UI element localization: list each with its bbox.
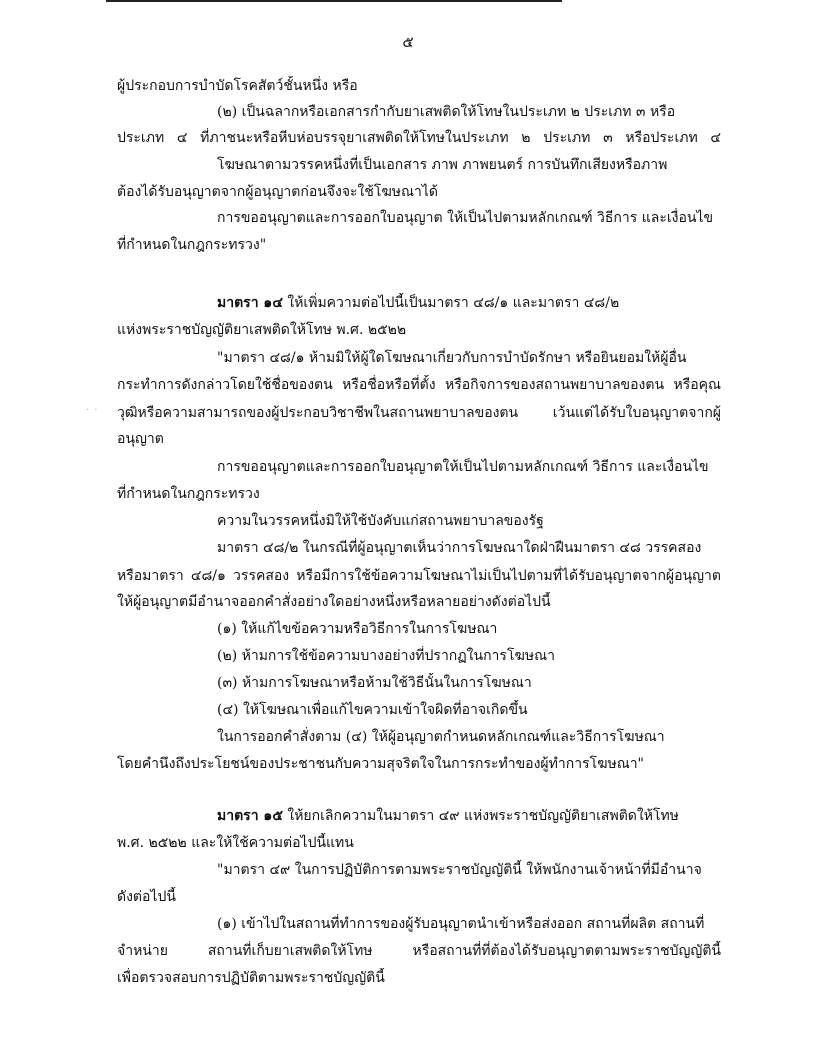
- text-line: การขออนุญาตและการออกใบอนุญาต ให้เป็นไปตามหลักเกณฑ์ วิธีการ และเงื่อนไข: [217, 210, 714, 226]
- list-item: (๓) ห้ามการโฆษณาหรือห้ามใช้วิธีนั้นในการโฆษณา: [217, 675, 532, 691]
- text-line: ที่กำหนดในกฎกระทรวง: [117, 486, 260, 502]
- section-text: ให้เพิ่มความต่อไปนี้เป็นมาตรา ๔๘/๑ และมาตรา ๔๘/๒: [282, 295, 620, 311]
- section-text: ให้ยกเลิกความในมาตรา ๔๙ แห่งพระราชบัญญัติยาเสพติดให้โทษ: [282, 808, 679, 824]
- text-line: โฆษณาตามวรรคหนึ่งที่เป็นเอกสาร ภาพ ภาพยนตร์ การบันทึกเสียงหรือภาพ: [217, 157, 668, 173]
- text-line: พ.ศ. ๒๕๒๒ และให้ใช้ความต่อไปนี้แทน: [117, 835, 354, 851]
- list-item: (๔) ให้โฆษณาเพื่อแก้ไขความเข้าใจผิดที่อาจเกิดขึ้น: [217, 702, 528, 718]
- text-line: เพื่อตรวจสอบการปฏิบัติตามพระราชบัญญัตินี้: [117, 970, 385, 986]
- text-line: อนุญาต: [117, 431, 164, 447]
- page-number: ๕: [402, 33, 414, 51]
- text-line: กระทำการดังกล่าวโดยใช้ชื่อของตน หรือชื่อหรือที่ตั้ง หรือกิจการของสถานพยาบาลของตน หรือคุณ: [117, 377, 721, 393]
- section-number: มาตรา ๑๕: [217, 808, 283, 824]
- text-line: ที่กำหนดในกฎกระทรวง": [117, 237, 267, 253]
- section-number: มาตรา ๑๔: [217, 295, 283, 311]
- text-line: ความในวรรคหนึ่งมิให้ใช้บังคับแก่สถานพยาบาลของรัฐ: [217, 513, 544, 529]
- text-line: หรือมาตรา ๔๘/๑ วรรคสอง หรือมีการใช้ข้อความโฆษณาไม่เป็นไปตามที่ได้รับอนุญาตจากผู้อนุญาต: [117, 568, 721, 584]
- list-item: (๑) เข้าไปในสถานที่ทำการของผู้รับอนุญาตนำเข้าหรือส่งออก สถานที่ผลิต สถานที่: [217, 916, 705, 932]
- text-line: แห่งพระราชบัญญัติยาเสพติดให้โทษ พ.ศ. ๒๕๒๒: [117, 322, 407, 338]
- text-line: จำหน่าย สถานที่เก็บยาเสพติดให้โทษ หรือสถานที่ที่ต้องได้รับอนุญาตตามพระราชบัญญัตินี้: [117, 943, 721, 959]
- text-line: การขออนุญาตและการออกใบอนุญาตให้เป็นไปตามหลักเกณฑ์ วิธีการ และเงื่อนไข: [217, 459, 709, 475]
- top-border-line: [106, 0, 562, 2]
- text-line: "มาตรา ๔๘/๑ ห้ามมิให้ผู้ใดโฆษณาเกี่ยวกับการบำบัดรักษา หรือยินยอมให้ผู้อื่น: [217, 350, 687, 366]
- section-heading-line: [217, 806, 721, 826]
- text-line: ผู้ประกอบการบำบัดโรคสัตว์ชั้นหนึ่ง หรือ: [117, 78, 358, 94]
- section-heading-line: [217, 293, 721, 313]
- text-line: "มาตรา ๔๙ ในการปฏิบัติการตามพระราชบัญญัตินี้ ให้พนักงานเจ้าหน้าที่มีอำนาจ: [217, 862, 702, 878]
- text-line: ในการออกคำสั่งตาม (๔) ให้ผู้อนุญาตกำหนดหลักเกณฑ์และวิธีการโฆษณา: [217, 729, 665, 745]
- text-line: ประเภท ๔ ที่ภาชนะหรือหีบห่อบรรจุยาเสพติดให้โทษในประเภท ๒ ประเภท ๓ หรือประเภท ๔: [117, 130, 721, 146]
- text-line: มาตรา ๔๘/๒ ในกรณีที่ผู้อนุญาตเห็นว่าการโฆษณาใดฝ่าฝืนมาตรา ๔๘ วรรคสอง: [217, 540, 702, 556]
- list-item: (๒) ห้ามการใช้ข้อความบางอย่างที่ปรากฏในการโฆษณา: [217, 648, 555, 664]
- text-line: วุฒิหรือความสามารถของผู้ประกอบวิชาชีพในสถานพยาบาลของตน เว้นแต่ได้รับใบอนุญาตจากผู้: [117, 405, 721, 421]
- text-line: (๒) เป็นฉลากหรือเอกสารกำกับยาเสพติดให้โทษในประเภท ๒ ประเภท ๓ หรือ: [217, 104, 676, 120]
- list-item: (๑) ให้แก้ไขข้อความหรือวิธีการในการโฆษณา: [217, 621, 498, 637]
- text-line: ดังต่อไปนี้: [117, 889, 176, 905]
- text-line: ให้ผู้อนุญาตมีอำนาจออกคำสั่งอย่างใดอย่างหนึ่งหรือหลายอย่างดังต่อไปนี้: [117, 594, 551, 610]
- text-line: ต้องได้รับอนุญาตจากผู้อนุญาตก่อนจึงจะใช้โฆษณาได้: [117, 184, 439, 200]
- scan-artifact: · ·: [86, 405, 99, 416]
- text-line: โดยคำนึงถึงประโยชน์ของประชาชนกับความสุจริตใจในการกระทำของผู้ทำการโฆษณา": [117, 756, 644, 772]
